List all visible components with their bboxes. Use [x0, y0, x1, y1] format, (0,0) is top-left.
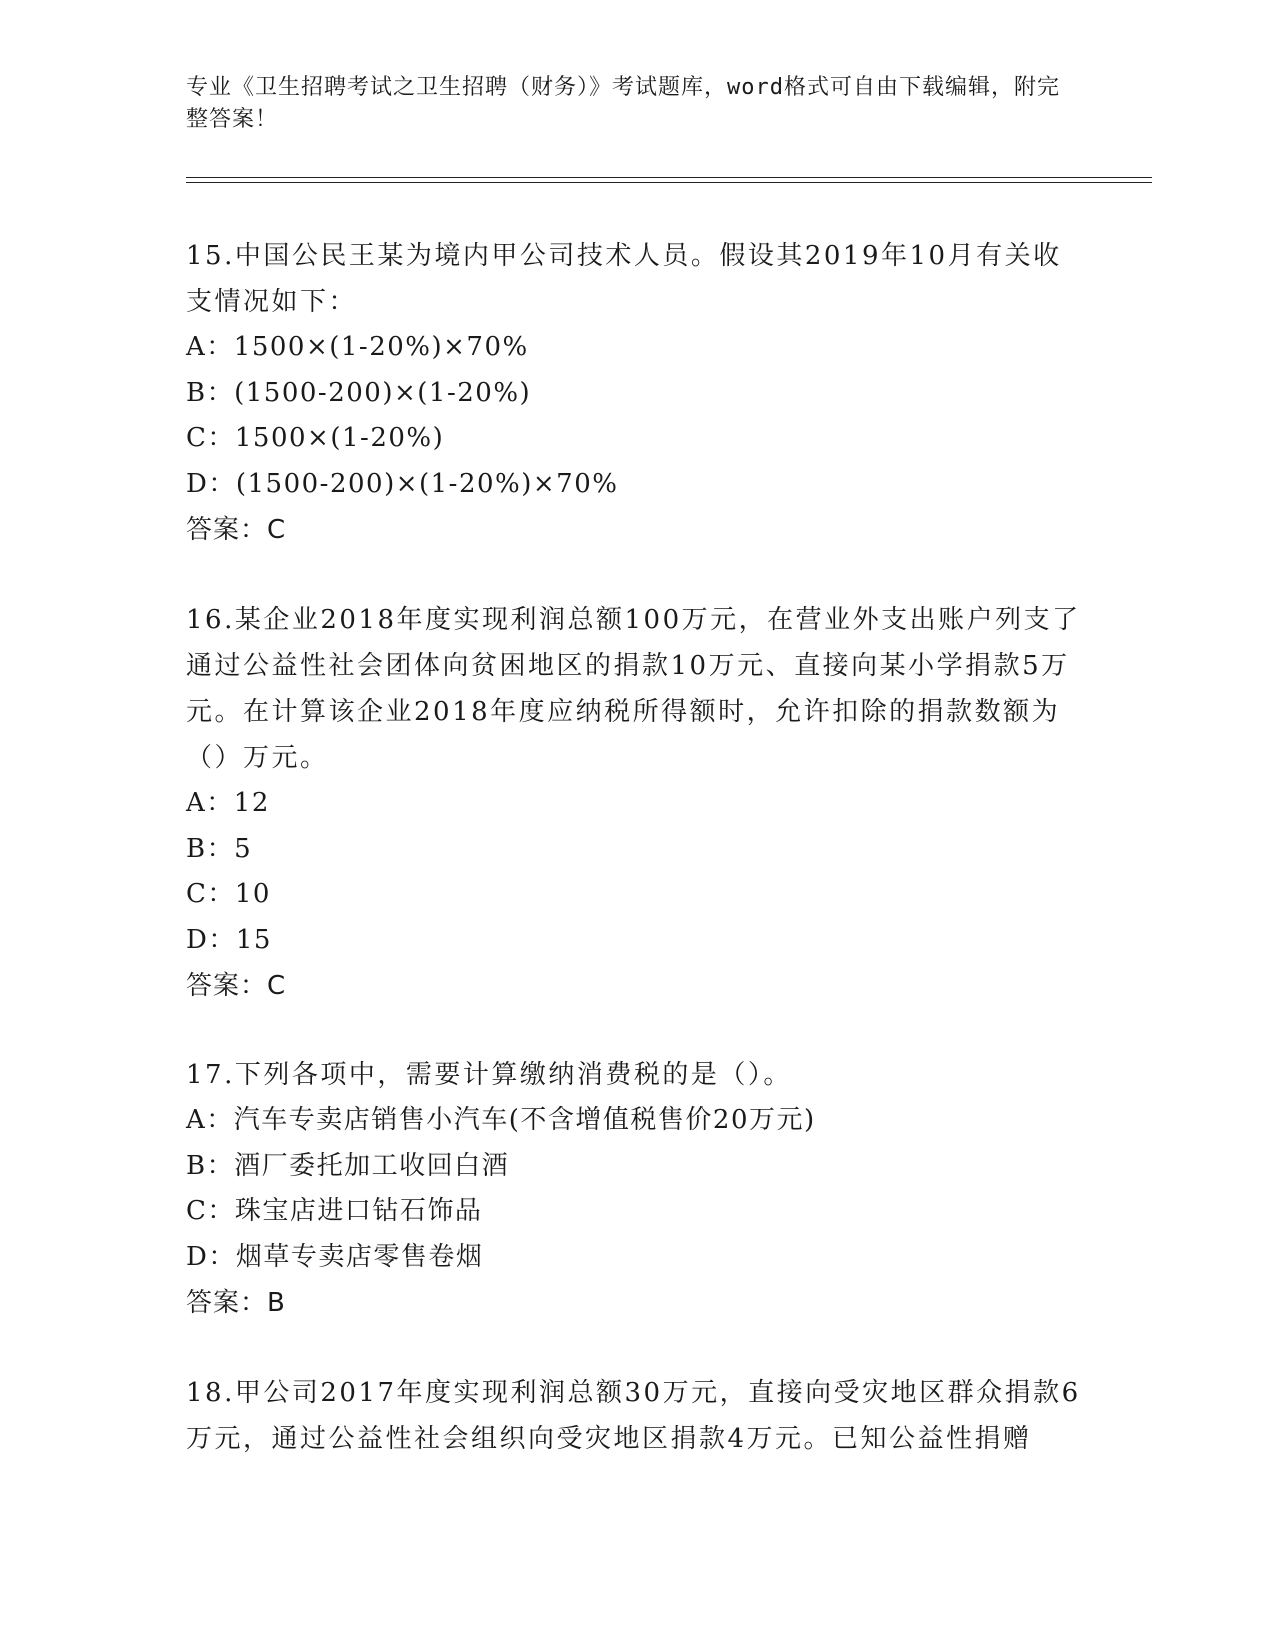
option-d: D：15 [186, 924, 272, 955]
question-stem: 15.中国公民王某为境内甲公司技术人员。假设其2019年10月有关收支情况如下： [186, 241, 1062, 317]
answer: 答案：C [186, 971, 287, 1001]
option-c: C：珠宝店进口钻石饰品 [186, 1196, 483, 1226]
document-header: 专业《卫生招聘考试之卫生招聘（财务）》考试题库，word格式可自由下载编辑，附完整答案！ [186, 75, 1060, 132]
question-stem: 18.甲公司2017年度实现利润总额30万元，直接向受灾地区群众捐款6万元，通过公益性社会组织向受灾地区捐款4万元。已知公益性捐赠 [186, 1378, 1081, 1454]
header-divider-bottom [186, 182, 1152, 183]
answer: 答案：C [186, 515, 287, 545]
question-stem: 16.某企业2018年度实现利润总额100万元，在营业外支出账户列支了通过公益性社会团体向贫困地区的捐款10万元、直接向某小学捐款5万元。在计算该企业2018年度应纳税所得额时，允许扣除的捐款数额为（）万元。 [186, 605, 1081, 773]
question-18 [186, 1370, 1086, 1462]
question-15 [186, 233, 1086, 553]
question-17 [186, 1052, 1086, 1326]
option-b: B：(1500-200)×(1-20%) [186, 377, 532, 408]
option-d: D：(1500-200)×(1-20%)×70% [186, 468, 619, 499]
question-16 [186, 597, 1086, 1009]
option-c: C：1500×(1-20%) [186, 423, 445, 453]
option-b: B：酒厂委托加工收回白酒 [186, 1150, 510, 1181]
option-a: A：汽车专卖店销售小汽车(不含增值税售价20万元) [186, 1105, 816, 1135]
option-a: A：1500×(1-20%)×70% [186, 332, 529, 362]
option-c: C：10 [186, 879, 271, 909]
question-stem: 17.下列各项中，需要计算缴纳消费税的是（）。 [186, 1060, 792, 1090]
answer: 答案：B [186, 1288, 286, 1318]
option-d: D：烟草专卖店零售卷烟 [186, 1241, 484, 1272]
option-a: A：12 [186, 788, 270, 818]
option-b: B：5 [186, 833, 253, 864]
header-divider-top [186, 177, 1152, 178]
